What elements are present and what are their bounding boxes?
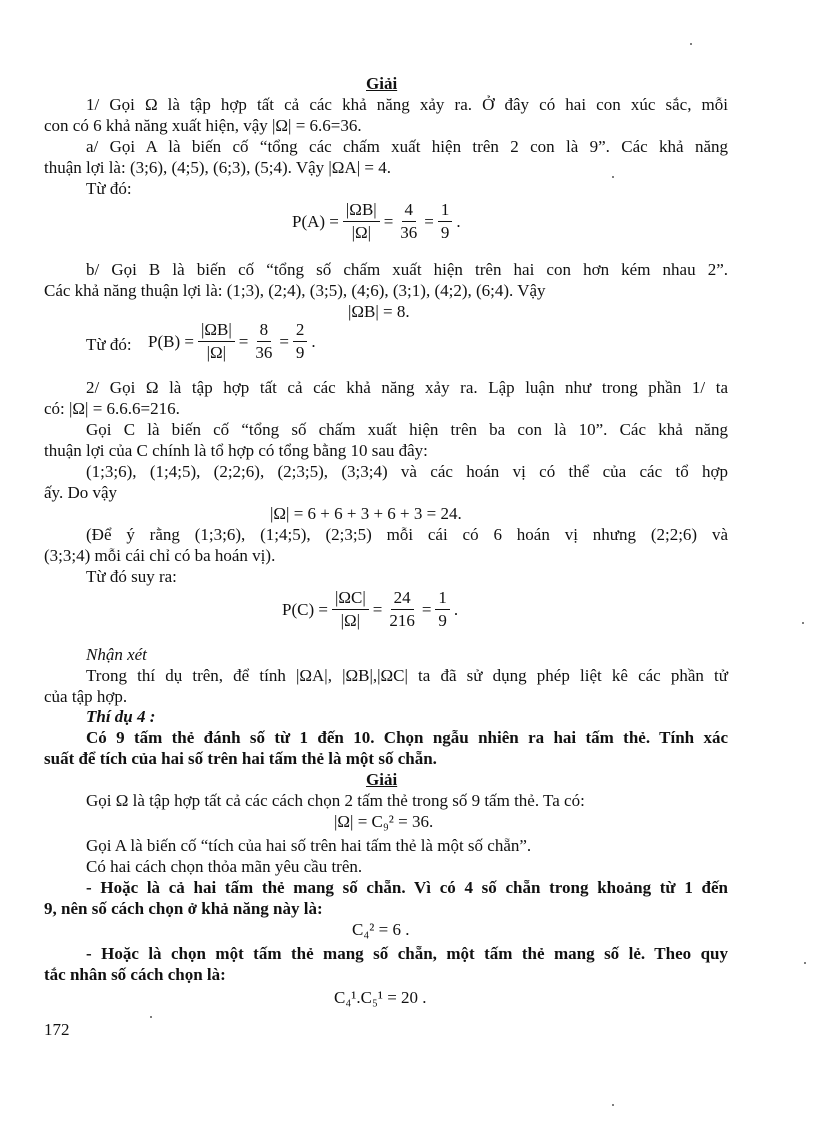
pc-line4: ấy. Do vậy: [44, 483, 118, 502]
eq-c-d2: 216: [389, 611, 415, 630]
note-line2: (3;3;4) mỗi cái chỉ có ba hoán vị).: [44, 546, 276, 565]
eq-a-n1: |ΩB|: [343, 200, 380, 222]
td4-line1: Có 9 tấm thẻ đánh số từ 1 đến 10. Chọn ngẫu nhiên ra hai tấm thẻ. Tính xác: [86, 728, 728, 747]
heading-giai-2: Giải: [366, 770, 398, 789]
scan-speck: [612, 176, 614, 178]
pc-line1: Gọi C là biến cố “tổng số chấm xuất hiện trên ba con là 10”. Các khả năng: [86, 420, 728, 439]
heading-giai-1: Giải: [366, 74, 398, 93]
pa-line1: a/ Gọi A là biến cố “tổng các chấm xuất hiện trên 2 con là 9”. Các khả năng: [86, 137, 728, 156]
eq-b-frac1: [198, 320, 235, 363]
eq-c-frac1: [332, 588, 369, 631]
pc-line3: (1;3;6), (1;4;5), (2;2;6), (2;3;5), (3;3;4) và các hoán vị có thể của các tổ hợp: [86, 462, 728, 481]
p2-line2: có: |Ω| = 6.6.6=216.: [44, 399, 180, 418]
equation-p-b: [148, 320, 316, 363]
eq-c-frac3: [435, 588, 450, 631]
scan-speck: [804, 962, 806, 964]
tu-do-2: Từ đó:: [86, 335, 132, 354]
g2-line4: - Hoặc là cả hai tấm thẻ mang số chẵn. Vì có 4 số chẵn trong khoảng từ 1 đến: [86, 878, 728, 897]
eq-c41c51: C₄¹.C₅¹ = 20 .: [334, 988, 427, 1007]
nhan-xet-heading: Nhận xét: [86, 645, 147, 664]
eq-b-n1: |ΩB|: [198, 320, 235, 342]
tu-do-1: Từ đó:: [86, 179, 132, 198]
eq-omega9: |Ω| = C₉² = 36.: [334, 812, 434, 831]
g2-line3: Có hai cách chọn thỏa mãn yêu cầu trên.: [86, 857, 363, 876]
eq-a-frac1: [343, 200, 380, 243]
scan-speck: [150, 1016, 152, 1018]
eq-b-end: .: [311, 331, 316, 351]
eq-a-end: .: [456, 211, 461, 231]
eq-c-n2: 24: [391, 588, 414, 610]
g2-line2: Gọi A là biến cố “tích của hai số trên hai tấm thẻ là một số chẵn”.: [86, 836, 532, 855]
p2-line1: 2/ Gọi Ω là tập hợp tất cả các khả năng xảy ra. Lập luận như trong phần 1/ ta: [86, 378, 728, 397]
eq-a-d1: |Ω|: [351, 223, 372, 242]
eq-c-n1: |ΩC|: [332, 588, 369, 610]
g2-line1: Gọi Ω là tập hợp tất cả các cách chọn 2 tấm thẻ trong số 9 tấm thẻ. Ta có:: [86, 791, 585, 810]
thi-du-4-heading: Thí dụ 4 :: [86, 707, 156, 726]
eq-c-frac2: [386, 588, 418, 631]
note-line1: (Để ý rằng (1;3;6), (1;4;5), (2;3;5) mỗi cái có 6 hoán vị nhưng (2;2;6) và: [86, 525, 728, 544]
eq-a-d2: 36: [400, 223, 418, 242]
omega-b: |ΩB| = 8.: [348, 302, 410, 321]
pa-line2: thuận lợi là: (3;6), (4;5), (6;3), (5;4). Vậy |ΩA| = 4.: [44, 158, 391, 177]
eq-a-lhs: P(A) =: [292, 211, 339, 231]
eq-b-lhs: P(B) =: [148, 331, 194, 351]
eq-b-eq2: =: [279, 331, 289, 351]
eq-a-eq1: =: [383, 211, 394, 231]
eq-c-d1: |Ω|: [340, 611, 361, 630]
eq-b-d2: 36: [255, 343, 273, 362]
eq-b-eq1: =: [238, 331, 249, 351]
tu-do-3: Từ đó suy ra:: [86, 567, 177, 586]
g2-line6: - Hoặc là chọn một tấm thẻ mang số chẵn, một tấm thẻ mang số lẻ. Theo quy: [86, 944, 728, 963]
pb-line2: Các khả năng thuận lợi là: (1;3), (2;4), (3;5), (4;6), (3;1), (4;2), (6;4). Vậy: [44, 281, 546, 300]
eq-c-n3: 1: [435, 588, 450, 610]
eq-c-lhs: P(C) =: [282, 599, 328, 619]
g2-line7: tắc nhân số cách chọn là:: [44, 965, 226, 984]
eq-a-n3: 1: [438, 200, 453, 222]
eq-a-d3: 9: [440, 223, 450, 242]
eq-c-eq2: =: [421, 599, 432, 619]
eq-a-frac2: [397, 200, 420, 243]
pb-line1: b/ Gọi B là biến cố “tổng số chấm xuất hiện trên hai con hơn kém nhau 2”.: [86, 260, 728, 279]
nx-line1: Trong thí dụ trên, để tính |ΩA|, |ΩB|,|ΩC| ta đã sử dụng phép liệt kê các phần tử: [86, 666, 728, 685]
eq-c-eq1: =: [372, 599, 383, 619]
scan-speck: [802, 622, 804, 624]
equation-p-a: [292, 200, 461, 243]
p1-line2: con có 6 khả năng xuất hiện, vậy |Ω| = 6.6=36.: [44, 116, 362, 135]
eq-a-n2: 4: [402, 200, 417, 222]
g2-line5: 9, nên số cách chọn ở khả năng này là:: [44, 899, 323, 918]
scan-speck: [612, 1104, 614, 1106]
eq-c42: C₄² = 6 .: [352, 920, 410, 939]
eq-b-frac3: [293, 320, 308, 363]
eq-b-n2: 8: [257, 320, 272, 342]
equation-p-c: [282, 588, 458, 631]
eq-b-d3: 9: [295, 343, 305, 362]
page-number: 172: [44, 1020, 70, 1039]
eq-c-end: .: [453, 599, 459, 619]
scan-speck: [690, 43, 692, 45]
eq-b-d1: |Ω|: [206, 343, 227, 362]
eq-c-d3: 9: [438, 611, 447, 630]
pc-line2: thuận lợi của C chính là tổ hợp có tổng bằng 10 sau đây:: [44, 441, 428, 460]
eq-a-frac3: [438, 200, 453, 243]
eq-b-frac2: [252, 320, 275, 363]
omega-sum: |Ω| = 6 + 6 + 3 + 6 + 3 = 24.: [270, 504, 462, 523]
p1-line1: 1/ Gọi Ω là tập hợp tất cả các khả năng xảy ra. Ở đây có hai con xúc sắc, mỗi: [86, 95, 728, 114]
td4-line2: suất để tích của hai số trên hai tấm thẻ là một số chẵn.: [44, 749, 437, 768]
eq-b-n3: 2: [293, 320, 308, 342]
nx-line2: của tập hợp.: [44, 687, 128, 706]
eq-a-eq2: =: [424, 211, 434, 231]
